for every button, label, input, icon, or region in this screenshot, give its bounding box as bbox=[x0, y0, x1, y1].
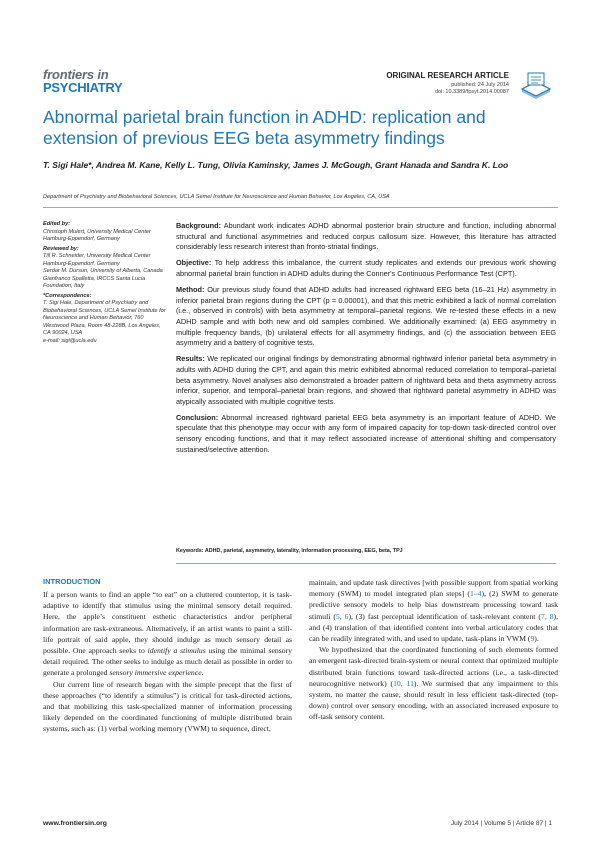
conclusion-text: Abnormal increased rightward parietal EEG beta asymmetry is an important feature of ADHD. We speculate that this phenotype may occur with any form of impaired capacity for top-down task-directed control over sensory encoding functions, and that it may reflect associated increase of attentional shifting and compensatory sustained/selective attention. bbox=[176, 412, 556, 454]
objective-text: To help address this imbalance, the current study replicates and extends our previous work showing abnormal parietal brain function in ADHD adults during the Conner's Continuous Performance Test (CPT). bbox=[176, 258, 556, 278]
paragraph: We hypothesized that the coordinated functioning of such elements formed an emergent task-directed brain-system or neural context that optimized multiple distributed brain functions toward task-directed actions (i.e., a task-directed neurocognitive network) (10, 11). We surmised that any impairment to this system, no matter the cause, should result in less efficient task-directed (top-down) control over sensory encoding, with an associated increased exposure to off-task sensory content. bbox=[309, 645, 559, 722]
abstract bbox=[176, 221, 556, 461]
body-column-left bbox=[43, 589, 292, 734]
citation-link[interactable]: 1–4 bbox=[469, 589, 482, 599]
author-list: T. Sigi Hale*, Andrea M. Kane, Kelly L. Tung, Olivia Kaminsky, James J. McGough, Grant Hanada and Sandra K. Loo bbox=[43, 160, 509, 170]
published-date: published: 24 July 2014 bbox=[451, 82, 509, 88]
abstract-objective bbox=[176, 258, 556, 279]
section-heading: INTRODUCTION bbox=[43, 577, 101, 586]
reviewer: Till R. Schneider, University Medical Center Hamburg-Eppendorf, Germany bbox=[43, 253, 151, 267]
conclusion-label: Conclusion: bbox=[176, 412, 219, 422]
body-column-right bbox=[309, 577, 558, 722]
abstract-background bbox=[176, 221, 556, 253]
reviewed-by-label: Reviewed by: bbox=[43, 245, 79, 252]
journal-name-line1: frontiers in bbox=[43, 67, 109, 82]
paragraph: maintain, and update task directives [with possible support from spatial working memory (SWM) to model integrated plan steps] (1–4), (2) SWM to generate predictive sensory models to help bias downstream processing toward task stimuli (5, 6), (3) fast perceptual identification of task-relevant content (7, 8), and (4) translation of that identified content into verbal articulatory codes that can be readily integrated with, and used to update, task-plans in VWM (9). bbox=[309, 578, 559, 643]
objective-label: Objective: bbox=[176, 258, 212, 268]
method-text: Our previous study found that ADHD adults had increased rightward EEG beta (16–21 Hz) asymmetry in inferior parietal brain regions during the CPT (p = 0.00001), and that this metric exhibited a lack of normal correlation (i.e., observed in controls) with beta asymmetry at temporal–parietal regions. We re-tested these effects in a new ADHD sample and with both new and old samples combined. We additionally examined: (a) EEG asymmetry in multiple frequency bands, (b) unilateral effects for all asymmetry findings, and (c) the association between EEG asymmetry and a battery of cognitive tests. bbox=[176, 285, 556, 348]
paragraph: If a person wants to find an apple “to eat” on a cluttered countertop, it is task-adaptive to identify that stimulus using the minimal sensory detail required. Here, the apple’s constituent esthetic characteristics and/or peripheral information are task-extraneous. Alternatively, if an artist wants to paint a still-life portrait of said apple, they should indulge as much sensory detail as possible. One approach seeks to identify a stimulus using the minimal sensory detail required. The other seeks to indulge as much detail as possible in order to generate a prolonged sensory immersive experience. bbox=[43, 590, 292, 678]
affiliation: Department of Psychiatry and Biobehavioral Sciences, UCLA Semel Institute for Neuroscience and Human Behavior, Los Angeles, CA, USA bbox=[43, 194, 390, 200]
correspondence-email[interactable]: e-mail: sigi@ucla.edu bbox=[43, 337, 97, 344]
editor: Christoph Mulert, University Medical Center Hamburg-Eppendorf, Germany bbox=[43, 228, 151, 242]
reviewer: Serdar M. Dursun, University of Alberta, Canada bbox=[43, 268, 163, 274]
background-label: Background: bbox=[176, 221, 221, 230]
results-text: We replicated our original findings by demonstrating abnormal rightward inferior parietal beta asymmetry in adults with ADHD during the CPT, and again this metric exhibited abnormal reduced correlation to temporal–parietal beta asymmetry. Novel analyses also demonstrated a broader pattern of rightward beta and theta asymmetry across inferior, superior, and temporal–parietal brain regions, and showed that rightward parietal asymmetry in ADHD was atypically associated with multiple cognitive tests. bbox=[176, 354, 557, 406]
open-access-logo-icon bbox=[519, 69, 553, 99]
keywords: Keywords: ADHD, parietal, asymmetry, laterality, information processing, EEG, beta, TPJ bbox=[176, 548, 403, 554]
citation-link[interactable]: 7, 8 bbox=[540, 611, 554, 621]
abstract-conclusion bbox=[176, 413, 556, 455]
correspondence-address: T. Sigi Hale, Department of Psychiatry and Biobehavioral Sciences, UCLA Semel Institute for Neuroscience and Human Behavior, 760 Westwood Plaza, Room 48-228B, Los Angeles, CA 90024, USA bbox=[43, 300, 166, 336]
reviewer: Gianfranco Spalletta, IRCCS Santa Lucia Foundation, Italy bbox=[43, 275, 146, 289]
citation-link[interactable]: 9 bbox=[530, 633, 535, 643]
article-title: Abnormal parietal brain function in ADHD: replication and extension of previous EEG beta asymmetry findings bbox=[43, 107, 486, 148]
correspondence-label: *Correspondence: bbox=[43, 292, 92, 299]
citation-link[interactable]: 10, 11 bbox=[393, 678, 414, 688]
citation-link[interactable]: 5, 6 bbox=[335, 611, 349, 621]
doi: doi: 10.3389/fpsyt.2014.00087 bbox=[434, 89, 509, 95]
edited-by-label: Edited by: bbox=[43, 221, 71, 227]
abstract-method bbox=[176, 285, 556, 349]
footer-url[interactable]: www.frontiersin.org bbox=[43, 820, 107, 827]
divider bbox=[43, 207, 558, 208]
article-type: ORIGINAL RESEARCH ARTICLE bbox=[386, 71, 509, 80]
paragraph: Our current line of research began with the simple precept that the first of these approaches (“to identify a stimulus”) is critical for task-directed actions, and that mobilizing this task-specialized manner of information processing likely depended on the coordinated functioning of multiple distributed brain systems, such as: (1) verbal working memory (VWM) to sequence, direct, bbox=[43, 679, 292, 734]
divider bbox=[176, 563, 556, 564]
abstract-results bbox=[176, 354, 556, 407]
footer-info: July 2014 | Volume 5 | Article 87 | 1 bbox=[450, 820, 552, 827]
results-label: Results: bbox=[176, 354, 205, 364]
journal-name-line2: PSYCHIATRY bbox=[43, 80, 123, 95]
background-text: Abundant work indicates ADHD abnormal posterior brain structure and function, including abnormal structural and functional asymmetries and reduced corpus callosum size. However, this literature has attracted considerably less research interest than fronto-striatal findings. bbox=[176, 221, 556, 252]
method-label: Method: bbox=[176, 285, 205, 295]
editorial-sidebar bbox=[43, 221, 168, 345]
